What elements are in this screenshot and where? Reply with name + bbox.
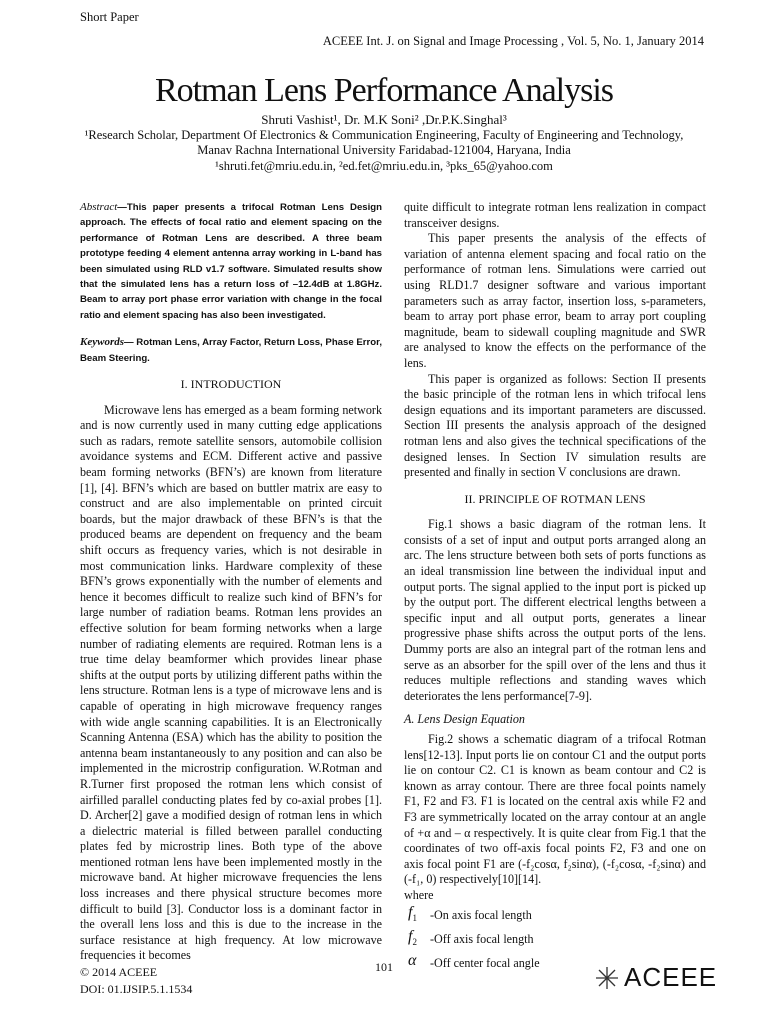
page-number: 101: [375, 960, 393, 974]
abstract-label: Abstract: [80, 201, 118, 213]
star-icon: [594, 965, 620, 991]
section-title-principle: II. PRINCIPLE OF ROTMAN LENS: [464, 491, 646, 506]
author-block: [0, 112, 768, 174]
keywords-label: Keywords: [80, 336, 124, 349]
journal-citation: ACEEE Int. J. on Signal and Image Processing , Vol. 5, No. 1, January 2014: [322, 34, 704, 48]
symbol-glyph: α: [408, 951, 417, 969]
author-emails: ¹shruti.fet@mriu.edu.in, ²ed.fet@mriu.edu.in, ³pks_65@yahoo.com: [215, 158, 553, 173]
footer-info: [80, 964, 192, 998]
author-affiliation: ¹Research Scholar, Department Of Electronics & Communication Engineering, Faculty of Engineering and Technology,: [84, 127, 684, 142]
symbol-def-f2: [404, 928, 706, 952]
subsection-title-lens-design: A. Lens Design Equation: [404, 712, 525, 727]
symbol-glyph: $f_2$: [408, 927, 417, 947]
intro-paragraph-3: This paper is organized as follows: Section II presents the basic principle of the rotman lens in which trifocal lens design equations and its important parameters are discussed. Section III presents the analysis approach of the designed rotman lens and also gives the technical specifications of the designed lenses. In Section IV simulation results are presented and finally in section V conclusions are drawn.: [404, 371, 706, 480]
author-address: Manav Rachna International University Faridabad-121004, Haryana, India: [197, 143, 571, 157]
journal-section-label: Short Paper: [80, 10, 139, 24]
symbol-text: -Off axis focal length: [430, 931, 534, 946]
principle-paragraph: Fig.1 shows a basic diagram of the rotman lens. It consists of a set of input and output ports arranged along an arc. The lens structure between both sets of ports functions as an ideal transmission line between the individual input and output ports. The signal applied to the input port is picked up by the output port. The different electrical lengths between a specific input and all output ports, generates a linear progressive phase shifts across the output ports of the lens. Dummy ports are also an integral part of the rotman lens and serve as an absorber for the spill over of the lens and thus it reduces multiple reflections and standing waves which deteriorates the lens performance[7-9].: [404, 517, 706, 703]
lens-design-paragraph: Fig.2 shows a schematic diagram of a trifocal Rotman lens[12-13]. Input ports lie on contour C1 and the output ports lie on contour C2. C1 is known as beam contour and C2 is known as array contour. There are three focal points namely F1, F2 and F3. F1 is located on the central axis while F2 and F3 are symmetrically located on the array contour at an angle of +α and – α respectively. It is quite clear from Fig.1 that the coordinates of two off-axis focal points F2, F3 and one on axis focal point F1 are (-f₂cosα, f₂sinα), (-f₂cosα, -f₂sinα) and (-f₁, 0) respectively[10][14].: [404, 732, 706, 887]
logo-text: ACEEE: [624, 962, 718, 992]
intro-continuation: quite difficult to integrate rotman lens realization in compact transceiver designs.: [404, 200, 706, 230]
symbol-def-f1: [404, 904, 706, 928]
paper-title: Rotman Lens Performance Analysis: [154, 72, 614, 109]
copyright: © 2014 ACEEE: [80, 965, 158, 979]
keywords-text: — Rotman Lens, Array Factor, Return Loss, Phase Error, Beam Steering.: [80, 337, 382, 364]
symbol-text: -Off center focal angle: [430, 955, 540, 970]
keywords: [80, 335, 382, 366]
intro-paragraph: Microwave lens has emerged as a beam forming network and is now currently used in many cutting edge applications such as radars, remote satellite sensors, automobile collision avoidance systems and ECM. Different active and passive beam forming networks (BFN’s) are known from literature [1], [4]. BFN’s which are based on buttler matrix are easy to construct and are also implementable on printed circuit boards, but the major drawback of these BFN’s is that the produced beams are dependent on frequency and the beam shift occurs as frequency varies, which is not desirable in most communication links. Hardware complexity of these BFN’s grows exponentially with the number of elements and hence it becomes difficult to realize such kind of BFN’s for large number of radiation beams. Rotman lens provides an effective solution for beam forming networks when a large number of radiating elements are required. Rotman lens is a true time delay beamformer which provides linear phase shifts at the output ports by utilizing different paths within the lens structure. Rotman lens is a type of microwave lens and is capable of operating in high microwave frequency ranges with wide angle scanning capabilities. It is an Electronically Scanning Antenna (ESA) which has the ability to position the antenna beam instantaneously to any position and can also be implemented in the microstrip configuration. W.Rotman and R.Turner first proposed the rotman lens which consist of airfilled parallel conducting plates fed by co-axial probes [1]. D. Archer[2] gave a modified design of rotman lens in which a dielectric material is filled between parallel conducting plates fed by microstrip lines. Both type of the above mentioned rotman lens have been implemented mostly in the microwave band. At higher microwave frequencies the lens loss increases and there physical structure becomes more difficult to build [3]. Conductor loss is a dominant factor in the overall lens loss and this is due to the increase in the surface resistance at high frequency. At low microwave frequencies it becomes: [80, 402, 382, 963]
intro-paragraph-2: This paper presents the analysis of the effects of variation of antenna element spacing and focal ratio on the performance of rotman lens. Simulations were carried out using RLD1.7 designer software and various important parameters such as array factor, insertion loss, s-parameters, beam to array port phase error, beam to array port coupling magnitude, beam to sidewall coupling magnitude and SWR are analysed to know the effects on the performance of the lens.: [404, 231, 706, 370]
section-title-introduction: I. INTRODUCTION: [180, 377, 282, 392]
abstract: [80, 200, 382, 323]
author-names: Shruti Vashist¹, Dr. M.K Soni² ,Dr.P.K.Singhal³: [261, 112, 507, 127]
aceee-logo: [594, 962, 717, 993]
abstract-text: —This paper presents a trifocal Rotman Lens Design approach. The effects of focal ratio and element spacing on the performance of Rotman Lens are described. A three beam prototype feeding 4 element antenna array working in L-band has been simulated using RLD v1.7 software. Simulated results show that the simulated lens has a return loss of –12.4dB at 1.8GHz. Beam to array port phase error variation with change in the focal ratio and element spacing has also been investigated.: [80, 202, 382, 321]
where-label: where: [404, 887, 434, 902]
right-column: [404, 200, 706, 976]
doi: DOI: 01.IJSIP.5.1.1534: [80, 982, 193, 996]
symbol-text: -On axis focal length: [430, 907, 532, 922]
symbol-glyph: $f_1$: [408, 903, 417, 923]
left-column: [80, 200, 382, 964]
